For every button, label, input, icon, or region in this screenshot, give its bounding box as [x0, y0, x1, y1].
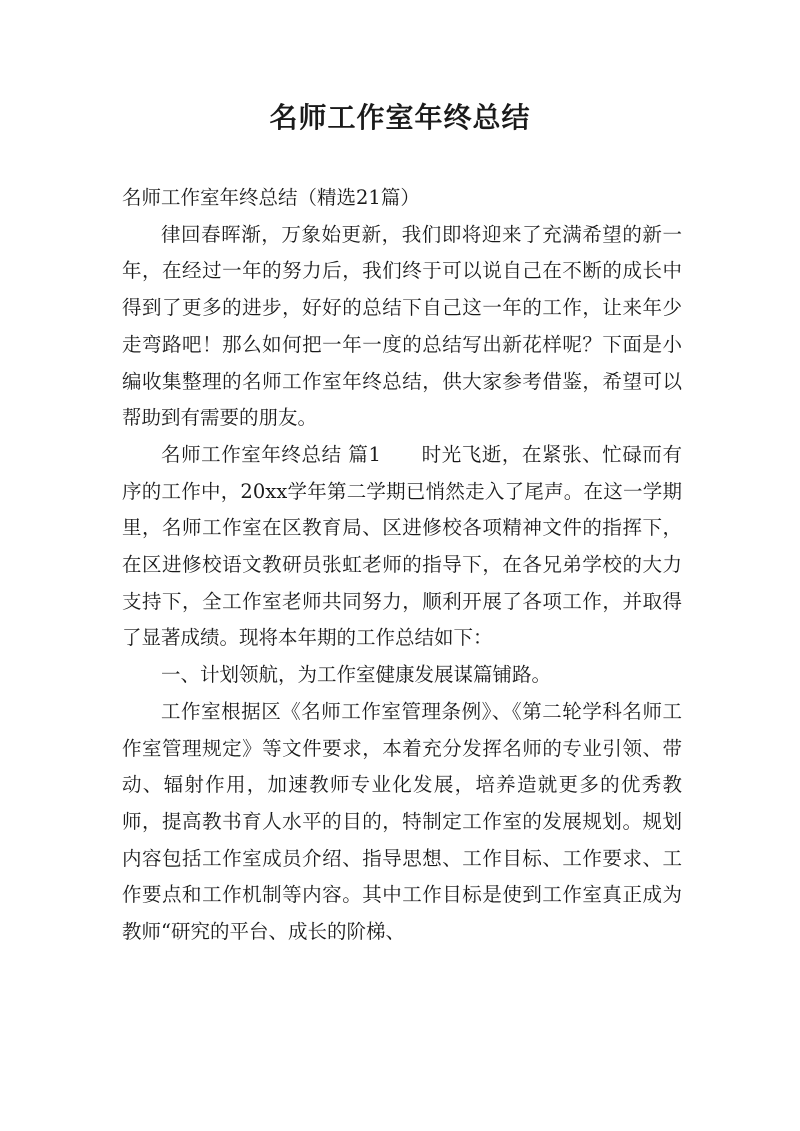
paragraph-intro: 律回春晖渐，万象始更新，我们即将迎来了充满希望的新一年，在经过一年的努力后，我们终于可以说自己在不断的成长中得到了更多的进步，好好的总结下自己这一年的工作，让来年少走弯路吧！那么如何把一年一度的总结写出新花样呢？下面是小编收集整理的名师工作室年终总结，供大家参考借鉴，希望可以帮助到有需要的朋友。: [122, 222, 682, 430]
paragraph-section-1: 名师工作室年终总结 篇1 时光飞逝，在紧张、忙碌而有序的工作中，20xx学年第二学期已悄然走入了尾声。在这一学期里，名师工作室在区教育局、区进修校各项精神文件的指挥下，在区进修校语文教研员张虹老师的指导下，在各兄弟学校的大力支持下，全工作室老师共同努力，顺利开展了各项工作，并取得了显著成绩。现将本年期的工作总结如下：: [122, 442, 682, 650]
document-subtitle: 名师工作室年终总结（精选21篇）: [122, 186, 420, 209]
document-body: [122, 180, 682, 951]
paragraph-heading-plan: 一、计划领航，为工作室健康发展谋篇铺路。: [161, 663, 552, 687]
paragraph-plan-details: 工作室根据区《名师工作室管理条例》、《第二轮学科名师工作室管理规定》等文件要求，本着充分发挥名师的专业引领、带动、辐射作用，加速教师专业化发展，培养造就更多的优秀教师，提高教书育人水平的目的，特制定工作室的发展规划。规划内容包括工作室成员介绍、指导思想、工作目标、工作要求、工作要点和工作机制等内容。其中工作目标是使到工作室真正成为教师“研究的平台、成长的阶梯、: [122, 699, 682, 944]
document-title: 名师工作室年终总结: [269, 101, 531, 134]
